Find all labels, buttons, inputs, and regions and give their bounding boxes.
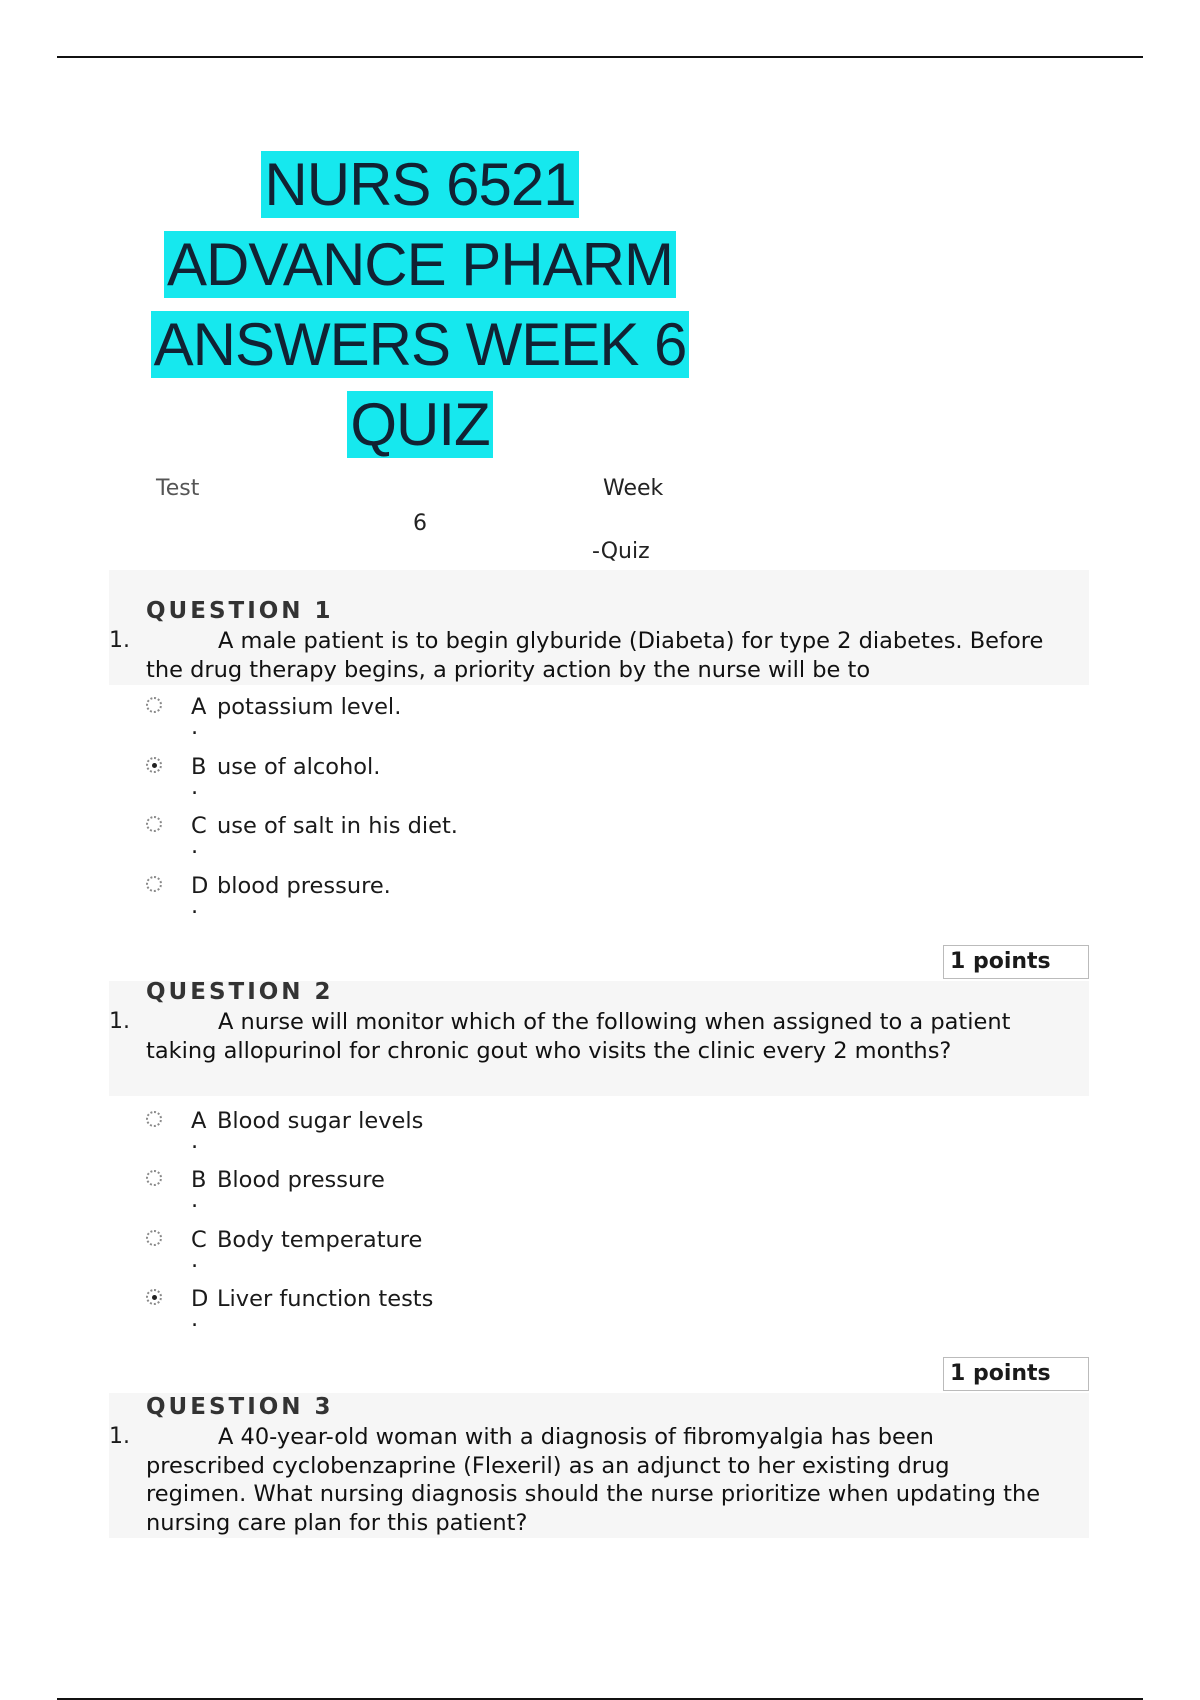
title-line: QUIZ — [100, 385, 740, 465]
top-rule — [57, 56, 1143, 58]
question-1-text: A male patient is to begin glyburide (Diabeta) for type 2 diabetes. Before the drug therapy begins, a priority action by the nurse will be to — [146, 628, 1044, 683]
answer-option[interactable]: D blood pressure. . — [146, 873, 746, 933]
test-label: Test — [156, 476, 200, 501]
week-number: 6 — [413, 511, 427, 536]
radio-button[interactable] — [146, 1111, 162, 1127]
question-1-heading: QUESTION 1 — [146, 598, 334, 624]
question-1-number: 1. — [109, 628, 130, 653]
answer-option[interactable]: C use of salt in his diet. . — [146, 813, 746, 873]
answer-option[interactable]: D Liver function tests . — [146, 1286, 746, 1346]
week-label: Week — [603, 476, 664, 501]
points-badge: 1 points — [943, 945, 1089, 979]
question-3-heading: QUESTION 3 — [146, 1394, 334, 1420]
answer-option[interactable]: C Body temperature . — [146, 1227, 746, 1287]
title-line: NURS 6521 — [100, 145, 740, 225]
answer-option[interactable]: A potassium level. . — [146, 694, 746, 754]
answer-option[interactable]: A Blood sugar levels . — [146, 1108, 746, 1168]
answer-option[interactable]: B Blood pressure . — [146, 1167, 746, 1227]
title-line: ADVANCE PHARM — [100, 225, 740, 305]
question-2-heading: QUESTION 2 — [146, 979, 334, 1005]
question-2-text: A nurse will monitor which of the following when assigned to a patient taking allopurinol for chronic gout who visits the clinic every 2 months? — [146, 1009, 1011, 1064]
radio-button-selected[interactable] — [146, 757, 162, 773]
question-3-text: A 40-year-old woman with a diagnosis of fibromyalgia has been prescribed cyclobenzaprine (Flexeril) as an adjunct to her existing drug regimen. What nursing diagnosis should the nurse prioritize when updating the nursing care plan for this patient? — [146, 1424, 1041, 1536]
document-title — [100, 145, 740, 465]
radio-button[interactable] — [146, 816, 162, 832]
question-2-number: 1. — [109, 1009, 130, 1034]
points-badge: 1 points — [943, 1357, 1089, 1391]
title-line: ANSWERS WEEK 6 — [100, 305, 740, 385]
radio-button[interactable] — [146, 1170, 162, 1186]
radio-button[interactable] — [146, 697, 162, 713]
radio-button-selected[interactable] — [146, 1289, 162, 1305]
answer-option[interactable]: B use of alcohol. . — [146, 754, 746, 814]
radio-button[interactable] — [146, 1230, 162, 1246]
question-3-number: 1. — [109, 1424, 130, 1449]
radio-button[interactable] — [146, 876, 162, 892]
quiz-label: -Quiz — [592, 539, 650, 564]
